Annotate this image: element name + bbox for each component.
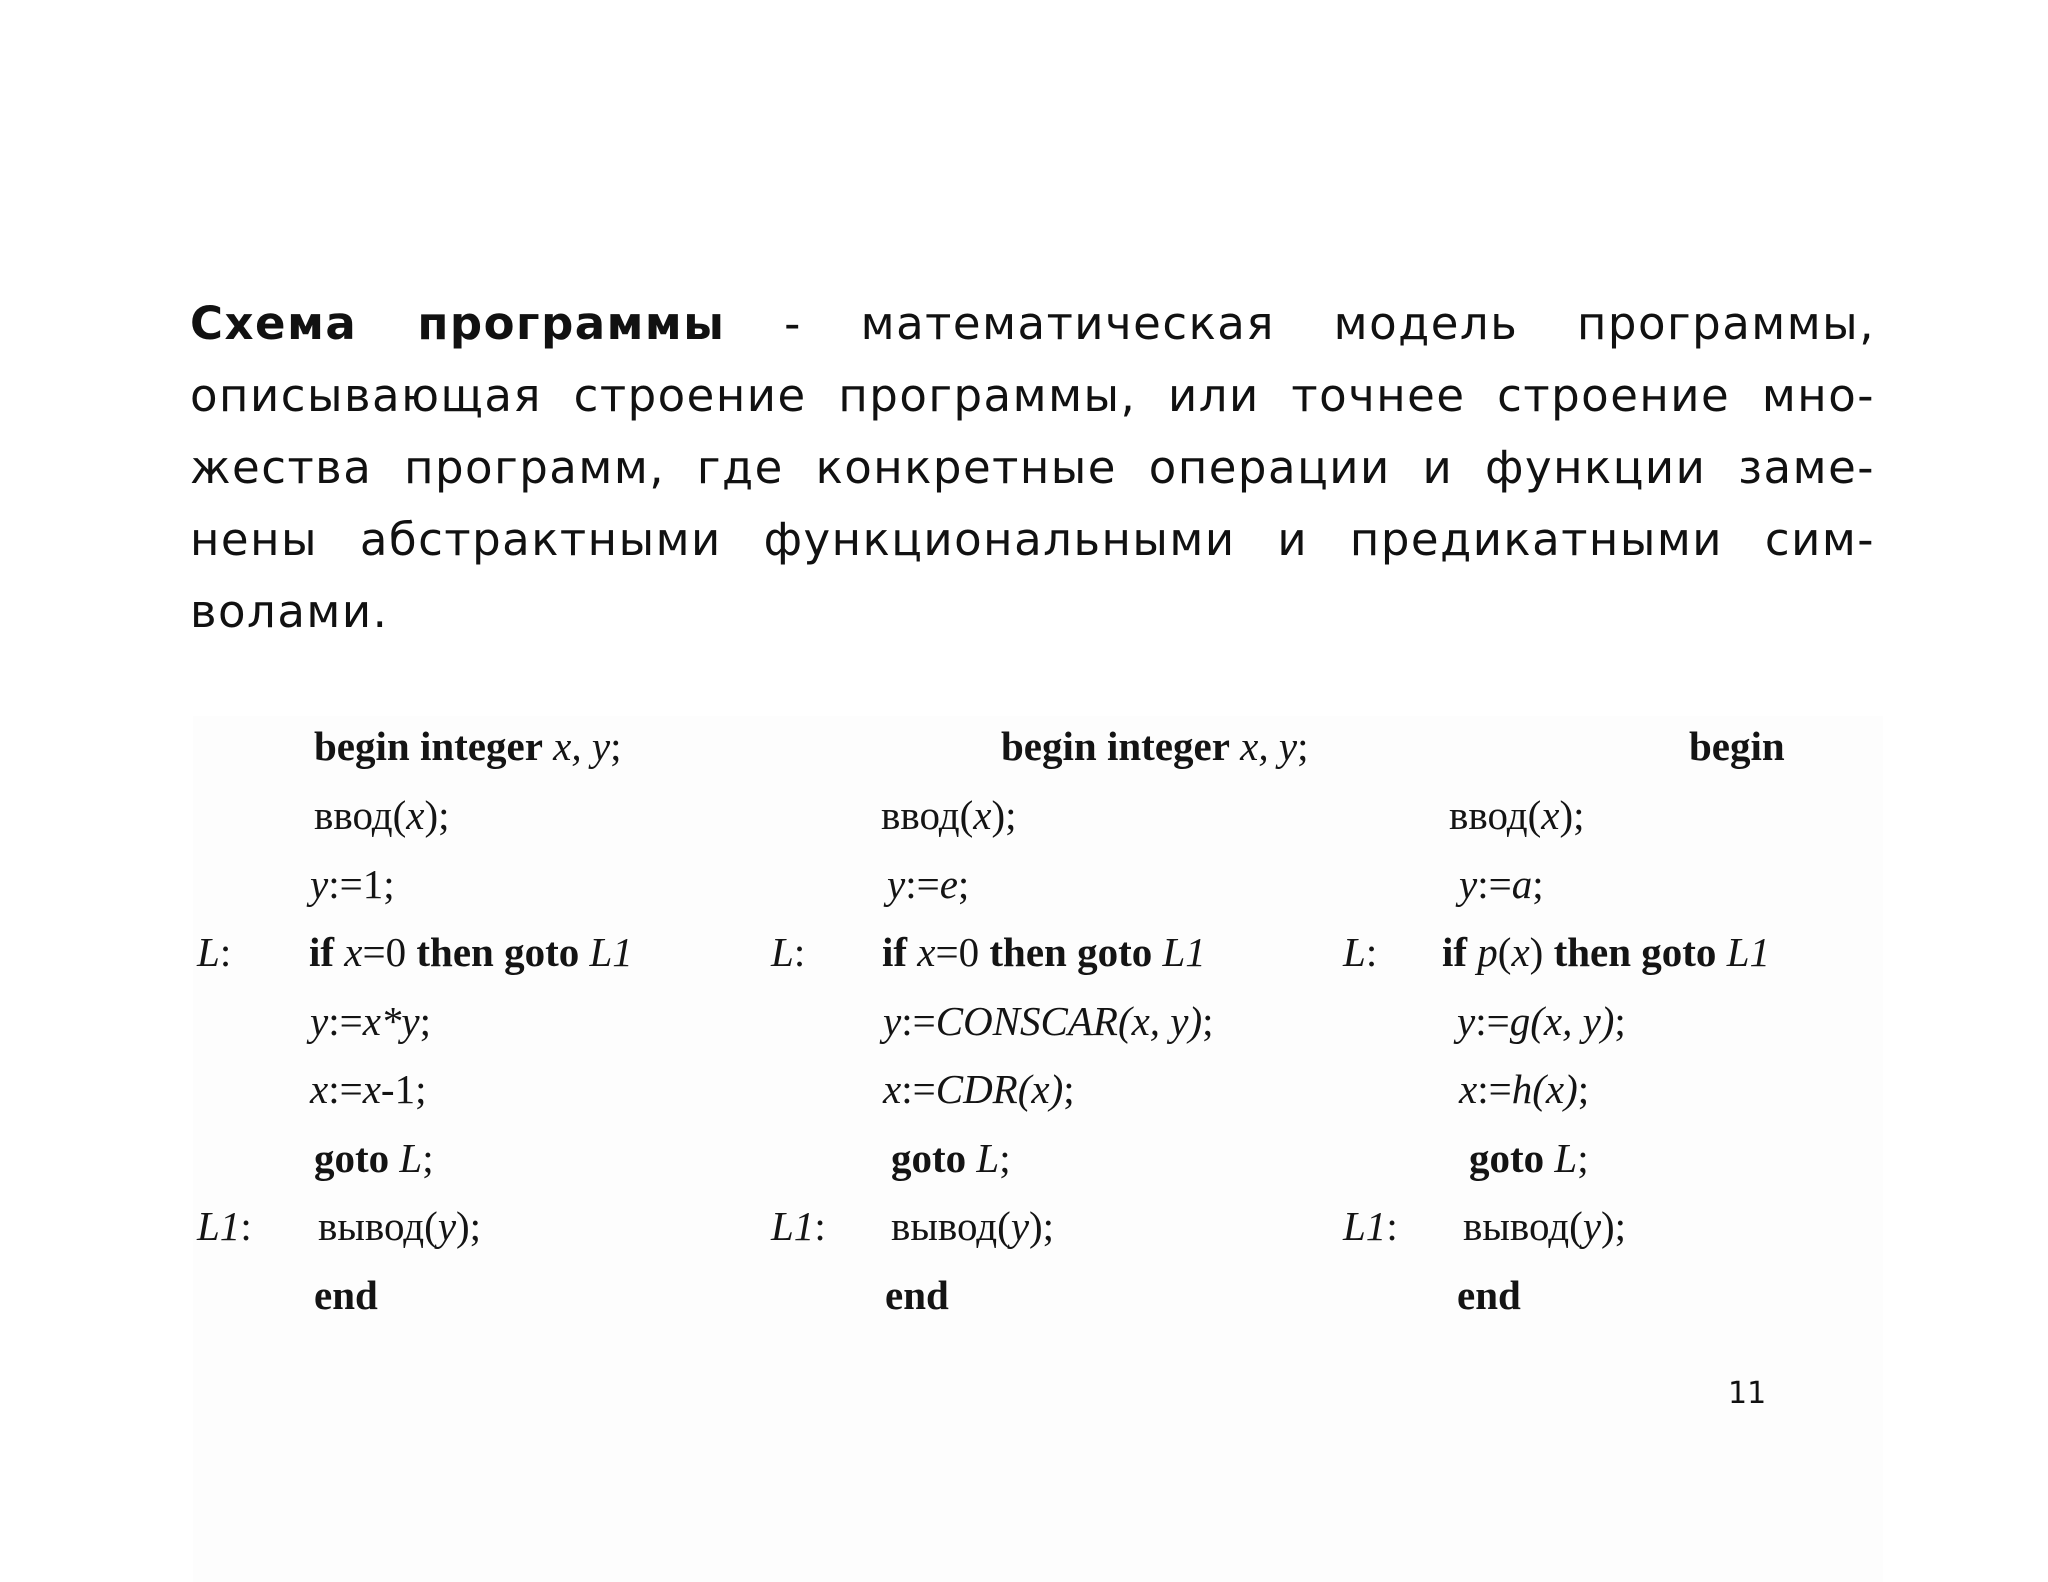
program-3-header — [1689, 723, 1785, 769]
semicolon: ; — [610, 723, 622, 769]
program-2-label-L — [771, 929, 806, 975]
label-colon: : — [240, 1203, 252, 1249]
keyword-end: end — [885, 1272, 949, 1318]
init-var: y — [887, 861, 906, 907]
keyword-goto: goto — [1077, 929, 1153, 975]
keyword-begin: begin — [314, 723, 410, 769]
goto-target: L — [976, 1135, 1000, 1181]
step2-rest: -1; — [380, 1066, 427, 1112]
output-arg: y — [1582, 1203, 1602, 1249]
program-2-step-2 — [883, 1066, 1075, 1112]
goto-target: L — [1554, 1135, 1578, 1181]
cond-rest: =0 — [935, 929, 980, 975]
goto-target: L1 — [1726, 929, 1770, 975]
input-fn: ввод — [881, 792, 960, 838]
init-value: a — [1511, 861, 1533, 907]
cond-var: x — [344, 929, 363, 975]
label-colon: : — [219, 929, 232, 975]
program-1-step-2 — [310, 1066, 427, 1112]
input-fn: ввод — [1449, 792, 1528, 838]
program-3-label-L1 — [1343, 1203, 1398, 1249]
definition-line-2: описывающая строение программы, или точнее строение мно- — [190, 369, 1875, 422]
output-tail: ); — [456, 1203, 482, 1249]
program-2-header — [1001, 723, 1309, 769]
semicolon: ; — [383, 861, 395, 907]
semicolon: ; — [957, 861, 970, 907]
program-3-goto — [1469, 1135, 1589, 1181]
assign-op: := — [901, 998, 936, 1044]
output-fn: вывод — [318, 1203, 425, 1249]
input-fn: ввод — [314, 792, 393, 838]
step2-expr: CDR(x) — [935, 1066, 1064, 1112]
label-colon: : — [793, 929, 806, 975]
output-fn: вывод — [891, 1203, 998, 1249]
program-2-input: ввод(x); — [881, 792, 1017, 838]
label-colon: : — [1386, 1203, 1398, 1249]
keyword-begin: begin — [1001, 723, 1097, 769]
program-2-end — [885, 1272, 949, 1318]
init-value: 1 — [362, 861, 384, 907]
goto-target: L — [399, 1135, 423, 1181]
defined-term: Схема программы — [190, 297, 726, 350]
input-tail: ); — [1559, 792, 1585, 838]
init-var: y — [310, 861, 329, 907]
keyword-if: if — [1442, 929, 1468, 975]
label-L1: L1 — [771, 1203, 815, 1249]
keyword-if: if — [882, 929, 908, 975]
label-colon: : — [814, 1203, 826, 1249]
step2-var: x — [310, 1066, 329, 1112]
program-3-step-1 — [1457, 998, 1626, 1044]
program-1-label-L1 — [197, 1203, 252, 1249]
step2-rest: ; — [1577, 1066, 1590, 1112]
input-arg: x — [1541, 792, 1560, 838]
input-arg: x — [973, 792, 992, 838]
definition-line-5: волами. — [190, 585, 389, 638]
program-schemes-figure — [193, 716, 1883, 1582]
input-tail: ); — [424, 792, 450, 838]
keyword-integer: integer — [1106, 723, 1230, 769]
goto-target: L1 — [589, 929, 633, 975]
cond-rest: =0 — [362, 929, 407, 975]
semicolon: ; — [1532, 861, 1544, 907]
keyword-goto: goto — [1469, 1135, 1545, 1181]
assign-op: := — [328, 998, 363, 1044]
step1-var: y — [310, 998, 329, 1044]
definition-line-1 — [190, 288, 1875, 360]
assign-op: := — [1477, 861, 1512, 907]
program-2-goto — [891, 1135, 1011, 1181]
label-L: L — [771, 929, 794, 975]
program-1-condition — [309, 929, 633, 975]
label-L1: L1 — [1343, 1203, 1387, 1249]
assign-op: := — [905, 861, 940, 907]
keyword-goto: goto — [1641, 929, 1717, 975]
semicolon: ; — [1297, 723, 1309, 769]
program-1-step-1 — [310, 998, 432, 1044]
label-L: L — [197, 929, 220, 975]
program-2-init — [887, 861, 970, 907]
definition-line-1-rest: - математическая модель программы, — [725, 297, 1875, 350]
step2-expr: x — [362, 1066, 381, 1112]
definition-line-4: нены абстрактными функциональными и предикатными сим- — [190, 513, 1875, 566]
step2-var: x — [883, 1066, 902, 1112]
assign-op: := — [901, 1066, 936, 1112]
declared-vars: x, y — [553, 723, 611, 769]
program-3-input: ввод(x); — [1449, 792, 1585, 838]
assign-op: := — [328, 861, 363, 907]
step1-var: y — [1457, 998, 1476, 1044]
program-2-output: вывод(y); — [891, 1203, 1055, 1249]
assign-op: := — [328, 1066, 363, 1112]
program-1-end — [314, 1272, 378, 1318]
step1-expr: CONSCAR(x, y) — [935, 998, 1203, 1044]
program-1-output: вывод(y); — [318, 1203, 482, 1249]
keyword-then: then — [416, 929, 494, 975]
output-tail: ); — [1601, 1203, 1627, 1249]
program-1-header — [314, 723, 622, 769]
output-tail: ); — [1029, 1203, 1055, 1249]
definition-paragraph — [190, 288, 1875, 648]
step1-expr: x*y — [362, 998, 420, 1044]
declared-vars: x, y — [1240, 723, 1298, 769]
assign-op: := — [1477, 1066, 1512, 1112]
semicolon: ; — [1577, 1135, 1589, 1181]
assign-op: := — [1475, 998, 1510, 1044]
program-3-step-2 — [1459, 1066, 1590, 1112]
step2-rest: ; — [1063, 1066, 1075, 1112]
cond-predicate: p — [1477, 929, 1498, 975]
program-2-condition — [882, 929, 1206, 975]
keyword-goto: goto — [314, 1135, 390, 1181]
keyword-end: end — [314, 1272, 378, 1318]
keyword-integer: integer — [419, 723, 543, 769]
keyword-begin: begin — [1689, 723, 1785, 769]
goto-target: L1 — [1162, 929, 1206, 975]
input-arg: x — [406, 792, 425, 838]
program-3-init — [1459, 861, 1544, 907]
keyword-goto: goto — [891, 1135, 967, 1181]
semicolon: ; — [1202, 998, 1214, 1044]
label-L1: L1 — [197, 1203, 241, 1249]
step2-expr: h(x) — [1511, 1066, 1578, 1112]
init-value: e — [939, 861, 958, 907]
cond-var: x — [917, 929, 936, 975]
program-1-label-L — [197, 929, 232, 975]
program-3-condition: if p(x) then goto L1 — [1442, 929, 1770, 975]
output-fn: вывод — [1463, 1203, 1570, 1249]
keyword-goto: goto — [504, 929, 580, 975]
program-3-label-L — [1343, 929, 1378, 975]
program-1-goto — [314, 1135, 434, 1181]
label-colon: : — [1365, 929, 1378, 975]
label-L: L — [1343, 929, 1366, 975]
program-3-output: вывод(y); — [1463, 1203, 1627, 1249]
keyword-end: end — [1457, 1272, 1521, 1318]
keyword-then: then — [1553, 929, 1632, 975]
step1-expr: g(x, y) — [1509, 998, 1615, 1044]
program-2-step-1 — [883, 998, 1214, 1044]
step1-var: y — [883, 998, 902, 1044]
semicolon: ; — [999, 1135, 1011, 1181]
semicolon: ; — [1614, 998, 1626, 1044]
program-1-input: ввод(x); — [314, 792, 450, 838]
step2-var: x — [1459, 1066, 1478, 1112]
init-var: y — [1459, 861, 1478, 907]
keyword-then: then — [989, 929, 1067, 975]
output-arg: y — [437, 1203, 457, 1249]
program-3-end — [1457, 1272, 1521, 1318]
input-tail: ); — [991, 792, 1017, 838]
program-2-label-L1 — [771, 1203, 826, 1249]
page-number: 11 — [1728, 1376, 1767, 1411]
semicolon: ; — [419, 998, 432, 1044]
semicolon: ; — [422, 1135, 434, 1181]
keyword-if: if — [309, 929, 335, 975]
cond-arg: x — [1511, 929, 1530, 975]
definition-line-3: жества программ, где конкретные операции и функции заме- — [190, 441, 1875, 494]
output-arg: y — [1010, 1203, 1030, 1249]
program-1-init — [310, 861, 395, 907]
